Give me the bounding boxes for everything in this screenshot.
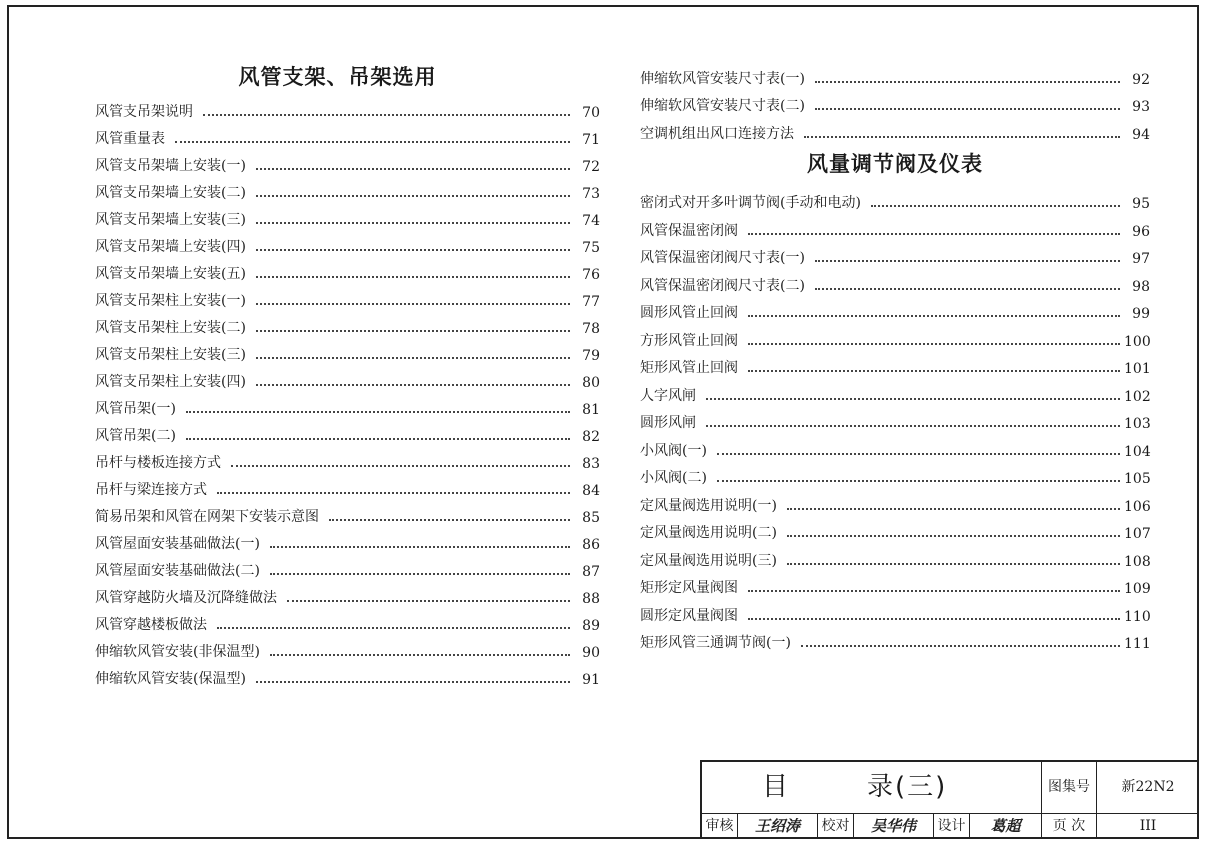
heading-part-1: 目 xyxy=(762,772,791,802)
toc-entry-page-number: 87 xyxy=(582,564,600,580)
dot-leader xyxy=(287,600,570,602)
toc-entry-title: 风管支吊架墙上安装(五) xyxy=(95,266,246,282)
toc-entry[interactable] xyxy=(640,515,1150,543)
dot-leader xyxy=(256,357,570,359)
dot-leader xyxy=(256,681,570,683)
toc-entry[interactable] xyxy=(95,634,600,661)
dot-leader xyxy=(256,276,570,278)
toc-entry[interactable] xyxy=(640,115,1150,143)
toc-entry-page-number: 74 xyxy=(582,213,600,229)
page-number-value: III xyxy=(1139,818,1157,834)
toc-entry[interactable] xyxy=(640,240,1150,268)
toc-entry-page-number: 102 xyxy=(1124,388,1151,405)
toc-entry[interactable] xyxy=(95,553,600,580)
toc-entry-title: 风管屋面安装基础做法(二) xyxy=(95,563,260,579)
toc-entry-title: 矩形风管止回阀 xyxy=(640,360,738,376)
toc-entry-title: 风管支吊架墙上安装(四) xyxy=(95,239,246,255)
toc-entry-title: 风管吊架(二) xyxy=(95,428,176,444)
dot-leader xyxy=(270,654,570,656)
dot-leader xyxy=(186,438,570,440)
toc-entry[interactable] xyxy=(95,580,600,607)
dot-leader xyxy=(748,618,1120,620)
toc-entry[interactable] xyxy=(95,526,600,553)
toc-entry[interactable] xyxy=(95,661,600,688)
toc-entry[interactable] xyxy=(95,418,600,445)
toc-entry-page-number: 71 xyxy=(582,132,600,148)
toc-entry[interactable] xyxy=(640,625,1150,653)
toc-entry-title: 密闭式对开多叶调节阀(手动和电动) xyxy=(640,195,861,211)
toc-entry-page-number: 90 xyxy=(582,645,600,661)
title-block xyxy=(700,760,1199,839)
dot-leader xyxy=(815,260,1120,262)
toc-entry-page-number: 70 xyxy=(582,105,600,121)
toc-right-column xyxy=(640,60,1150,652)
toc-entry-title: 伸缩软风管安装尺寸表(二) xyxy=(640,98,805,114)
toc-entry-page-number: 75 xyxy=(582,240,600,256)
dot-leader xyxy=(256,330,570,332)
dot-leader xyxy=(804,136,1120,138)
review-signature: 王绍涛 xyxy=(738,813,818,839)
toc-entry[interactable] xyxy=(95,391,600,418)
toc-list-right-top xyxy=(640,60,1150,143)
toc-entry-title: 风管支吊架柱上安装(三) xyxy=(95,347,246,363)
atlas-number-value: 新22N2 xyxy=(1121,779,1175,795)
toc-entry-page-number: 103 xyxy=(1124,416,1151,432)
toc-entry[interactable] xyxy=(640,295,1150,323)
heading-part-2: 录(三) xyxy=(867,772,948,802)
toc-entry[interactable] xyxy=(640,432,1150,460)
toc-entry[interactable] xyxy=(95,202,600,229)
toc-entry-title: 定风量阀选用说明(一) xyxy=(640,497,777,514)
toc-entry[interactable] xyxy=(640,597,1150,625)
toc-entry-title: 定风量阀选用说明(二) xyxy=(640,525,777,541)
dot-leader xyxy=(787,563,1120,565)
toc-entry[interactable] xyxy=(95,148,600,175)
toc-entry-page-number: 88 xyxy=(582,591,600,607)
toc-entry[interactable] xyxy=(640,185,1150,213)
toc-entry-page-number: 111 xyxy=(1124,636,1151,652)
title-block-signature-row xyxy=(702,813,1199,839)
toc-entry-page-number: 80 xyxy=(582,375,600,391)
toc-list-left xyxy=(95,94,600,688)
dot-leader xyxy=(748,315,1120,317)
toc-entry-title: 吊杆与梁连接方式 xyxy=(95,482,207,498)
dot-leader xyxy=(787,535,1120,537)
toc-entry[interactable] xyxy=(640,405,1150,433)
toc-entry-title: 人字风闸 xyxy=(640,387,696,404)
toc-entry-title: 风管吊架(一) xyxy=(95,401,176,417)
dot-leader xyxy=(186,411,570,413)
toc-entry-page-number: 91 xyxy=(582,672,600,688)
toc-entry-page-number: 98 xyxy=(1132,278,1150,295)
toc-entry-title: 小风阀(二) xyxy=(640,470,707,486)
toc-entry-page-number: 73 xyxy=(582,186,600,202)
toc-entry[interactable] xyxy=(95,175,600,202)
toc-entry-page-number: 109 xyxy=(1124,581,1151,597)
check-signature: 吴华伟 xyxy=(854,813,934,839)
dot-leader xyxy=(217,627,570,629)
dot-leader xyxy=(231,465,570,467)
dot-leader xyxy=(217,492,570,494)
toc-entry[interactable] xyxy=(95,445,600,472)
toc-entry-page-number: 99 xyxy=(1132,306,1150,322)
dot-leader xyxy=(815,288,1120,290)
toc-left-column xyxy=(95,60,600,688)
toc-entry-page-number: 93 xyxy=(1132,99,1150,115)
toc-entry-title: 简易吊架和风管在网架下安装示意图 xyxy=(95,509,319,525)
dot-leader xyxy=(256,195,570,197)
toc-entry-title: 圆形风闸 xyxy=(640,415,696,431)
dot-leader xyxy=(717,453,1120,455)
dot-leader xyxy=(256,249,570,251)
toc-entry[interactable] xyxy=(640,267,1150,295)
toc-entry-page-number: 110 xyxy=(1124,608,1151,625)
toc-entry-title: 风管保温密闭阀 xyxy=(640,222,738,239)
dot-leader xyxy=(787,508,1120,510)
toc-entry[interactable] xyxy=(95,229,600,256)
toc-entry-title: 风管穿越防火墙及沉降缝做法 xyxy=(95,590,277,606)
toc-entry-title: 矩形风管三通调节阀(一) xyxy=(640,635,791,651)
dot-leader xyxy=(815,108,1120,110)
toc-list-right xyxy=(640,185,1150,653)
toc-entry-title: 风管保温密闭阀尺寸表(二) xyxy=(640,277,805,294)
toc-entry-page-number: 84 xyxy=(582,483,600,499)
toc-entry-page-number: 85 xyxy=(582,510,600,526)
toc-entry[interactable] xyxy=(95,256,600,283)
toc-entry-page-number: 81 xyxy=(582,402,600,418)
toc-entry-page-number: 101 xyxy=(1124,361,1151,377)
toc-entry-page-number: 96 xyxy=(1132,223,1150,240)
dot-leader xyxy=(270,573,570,575)
title-block-heading xyxy=(702,762,1042,813)
design-signature: 葛超 xyxy=(970,813,1042,839)
toc-entry-page-number: 100 xyxy=(1124,333,1151,350)
toc-entry-title: 空调机组出风口连接方法 xyxy=(640,125,794,142)
toc-entry[interactable] xyxy=(95,310,600,337)
toc-entry-title: 风管支吊架柱上安装(四) xyxy=(95,374,246,390)
toc-entry-page-number: 82 xyxy=(582,429,600,445)
toc-entry-page-number: 79 xyxy=(582,348,600,364)
toc-entry-title: 风管支吊架柱上安装(二) xyxy=(95,320,246,336)
toc-entry[interactable] xyxy=(640,322,1150,350)
toc-entry[interactable] xyxy=(640,60,1150,88)
toc-entry-title: 圆形风管止回阀 xyxy=(640,305,738,321)
toc-entry[interactable] xyxy=(640,487,1150,515)
toc-entry-page-number: 89 xyxy=(582,618,600,634)
dot-leader xyxy=(717,480,1120,482)
toc-entry[interactable] xyxy=(95,94,600,121)
section-title-duct-supports: 风管支架、吊架选用 xyxy=(238,65,437,89)
toc-entry-title: 方形风管止回阀 xyxy=(640,332,738,349)
toc-entry-page-number: 77 xyxy=(582,294,600,310)
toc-entry[interactable] xyxy=(95,121,600,148)
toc-entry-page-number: 104 xyxy=(1124,443,1151,460)
dot-leader xyxy=(256,384,570,386)
toc-entry-title: 吊杆与楼板连接方式 xyxy=(95,455,221,471)
dot-leader xyxy=(175,141,570,143)
dot-leader xyxy=(270,546,570,548)
toc-entry-page-number: 106 xyxy=(1124,498,1151,515)
dot-leader xyxy=(815,81,1120,83)
toc-entry-title: 风管支吊架墙上安装(一) xyxy=(95,158,246,174)
dot-leader xyxy=(748,233,1120,235)
toc-entry-page-number: 78 xyxy=(582,321,600,337)
dot-leader xyxy=(748,343,1120,345)
toc-entry[interactable] xyxy=(95,337,600,364)
toc-entry-title: 伸缩软风管安装(保温型) xyxy=(95,671,246,687)
toc-entry-title: 风管保温密闭阀尺寸表(一) xyxy=(640,250,805,266)
toc-entry-title: 风管屋面安装基础做法(一) xyxy=(95,536,260,552)
page-number-label: 页 次 xyxy=(1042,813,1097,839)
toc-entry-title: 伸缩软风管安装(非保温型) xyxy=(95,644,260,660)
toc-entry[interactable] xyxy=(95,283,600,310)
toc-entry-title: 矩形定风量阀图 xyxy=(640,580,738,596)
dot-leader xyxy=(256,222,570,224)
dot-leader xyxy=(329,519,570,521)
toc-entry-title: 风管支吊架墙上安装(二) xyxy=(95,185,246,201)
toc-entry-title: 圆形定风量阀图 xyxy=(640,607,738,624)
design-label: 设计 xyxy=(934,813,970,839)
toc-entry[interactable] xyxy=(95,607,600,634)
toc-entry-title: 定风量阀选用说明(三) xyxy=(640,552,777,569)
toc-entry-page-number: 108 xyxy=(1124,553,1151,570)
dot-leader xyxy=(801,645,1120,647)
toc-entry[interactable] xyxy=(640,88,1150,116)
toc-entry-page-number: 76 xyxy=(582,267,600,283)
dot-leader xyxy=(748,590,1120,592)
toc-entry-title: 风管重量表 xyxy=(95,131,165,147)
toc-entry[interactable] xyxy=(640,350,1150,378)
toc-entry-page-number: 92 xyxy=(1132,71,1150,88)
toc-entry-page-number: 105 xyxy=(1124,471,1151,487)
dot-leader xyxy=(256,168,570,170)
toc-entry[interactable] xyxy=(640,377,1150,405)
toc-entry-title: 风管支吊架墙上安装(三) xyxy=(95,212,246,228)
toc-entry-page-number: 94 xyxy=(1132,126,1150,143)
dot-leader xyxy=(203,114,570,116)
toc-entry-title: 风管穿越楼板做法 xyxy=(95,617,207,633)
toc-entry-title: 风管支吊架说明 xyxy=(95,104,193,120)
toc-entry[interactable] xyxy=(640,212,1150,240)
dot-leader xyxy=(706,425,1120,427)
toc-entry[interactable] xyxy=(640,570,1150,598)
toc-entry-title: 风管支吊架柱上安装(一) xyxy=(95,293,246,309)
toc-entry[interactable] xyxy=(95,472,600,499)
toc-entry-page-number: 83 xyxy=(582,456,600,472)
toc-entry[interactable] xyxy=(95,499,600,526)
toc-entry-page-number: 95 xyxy=(1132,196,1150,212)
toc-entry-page-number: 72 xyxy=(582,159,600,175)
toc-entry-page-number: 97 xyxy=(1132,251,1150,267)
dot-leader xyxy=(871,205,1120,207)
toc-entry[interactable] xyxy=(95,364,600,391)
check-label: 校对 xyxy=(818,813,854,839)
dot-leader xyxy=(706,398,1120,400)
toc-entry[interactable] xyxy=(640,542,1150,570)
title-block-top-row xyxy=(702,762,1199,814)
toc-entry-title: 小风阀(一) xyxy=(640,442,707,459)
dot-leader xyxy=(256,303,570,305)
atlas-number-label: 图集号 xyxy=(1042,762,1097,813)
section-title-air-dampers: 风量调节阀及仪表 xyxy=(807,151,983,176)
toc-entry-page-number: 107 xyxy=(1124,526,1151,542)
toc-entry-title: 伸缩软风管安装尺寸表(一) xyxy=(640,70,805,87)
review-label: 审核 xyxy=(702,813,738,839)
toc-entry[interactable] xyxy=(640,460,1150,488)
dot-leader xyxy=(748,370,1120,372)
toc-entry-page-number: 86 xyxy=(582,537,600,553)
